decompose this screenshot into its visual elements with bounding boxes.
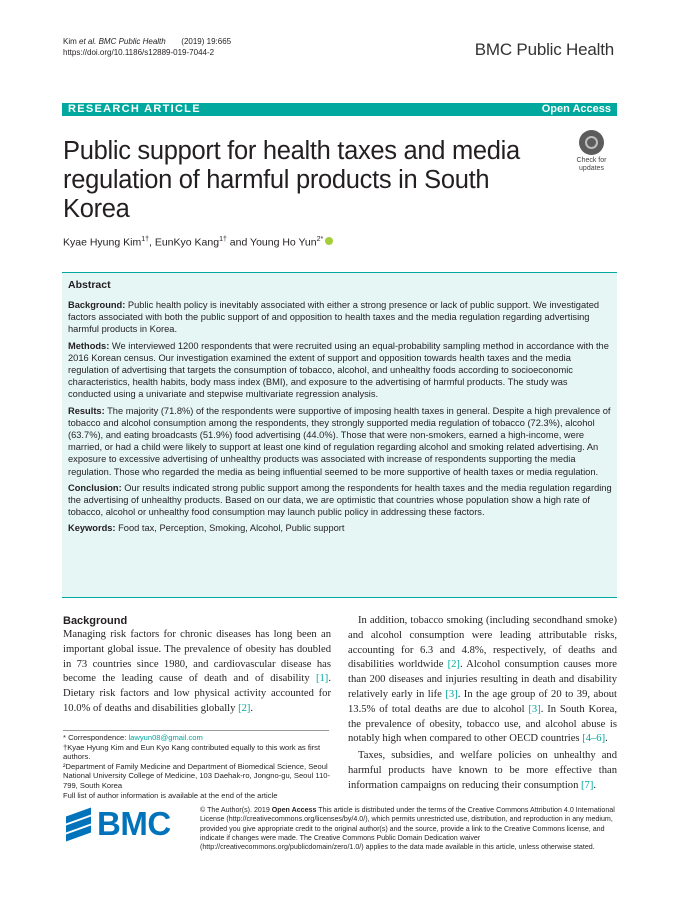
copyright-text: © The Author(s). 2019	[200, 806, 272, 814]
doi-link[interactable]: https://doi.org/10.1186/s12889-019-7044-2	[63, 48, 215, 57]
author-name[interactable]: EunKyo Kang	[154, 236, 220, 249]
equal-contribution-note: †Kyae Hyung Kim and Eun Kyo Kang contributed equally to this work as first authors.	[63, 742, 321, 762]
section-heading: Background	[63, 615, 128, 627]
article-title: Public support for health taxes and media regulation of harmful products in South Korea	[63, 137, 520, 223]
abstract-methods	[68, 340, 612, 401]
abstract-methods-text: We interviewed 1200 respondents that were recruited using an equal-probability sampling method in accordance with the 2016 Korean census. Our investigation examined the extent of support and opposition towards health taxes and the media regulation of advertising that targets the consumption of tobacco, alcohol, and unhealthy foods according to socioeconomic characteristics, health habits, body mass index (BMI), and exposure to the advertising of harmful products. The study was conducted using a univariate and stepwise multivariate regression analysis.	[68, 340, 609, 400]
author-affiliation-mark: 2*	[316, 236, 324, 243]
citation-year-volume: (2019) 19:665	[181, 37, 232, 46]
citation-link[interactable]: [3]	[528, 703, 541, 715]
badge-line-2: updates	[579, 165, 604, 172]
citation-authors: Kim	[63, 37, 77, 46]
abstract-results-text: The majority (71.8%) of the respondents were supportive of imposing health taxes in general. Despite a high prevalence of tobacco and alcohol consumption among the respondents, they strongly supported media regulation of tobacco (72.3%), alcohol (63.7%), and eating broadcasts (51.9%) food advertising (44.0%). Those that were non-smokers, earned a high-income, were married, or had a child were likely to support at least one kind of regulation regarding alcohol and smoking related advertising. An exposure to excessive advertising of unhealthy products was associated with increase of respondents supporting the media regulation. Those who regarded the media as being influential seemed to be more supportive of health taxes or media regulation.	[68, 405, 611, 477]
citation-header	[63, 36, 231, 58]
badge-line-1: Check for	[576, 157, 607, 164]
abstract-keywords-text: Food tax, Perception, Smoking, Alcohol, Public support	[115, 523, 345, 534]
abstract-conclusion-label: Conclusion:	[68, 482, 122, 493]
journal-name: BMC Public Health	[474, 40, 614, 59]
abstract-keywords	[68, 522, 612, 534]
author-list	[63, 236, 333, 249]
body-text: Taxes, subsidies, and welfare policies on unhealthy and harmful products have known to be more effective than information campaigns on reducing their consumption	[348, 750, 617, 791]
footnote-divider	[63, 730, 329, 731]
body-text: . In South Korea, the prevalence of obesity, tobacco use, and alcohol abuse is notably high when compared to other OECD countries	[348, 703, 617, 745]
body-column-right	[348, 614, 617, 794]
citation-link[interactable]: [1]	[315, 673, 329, 685]
abstract-conclusion-text: Our results indicated strong public support among the respondents for health taxes and the media regulation regarding the advertising of unhealthy products. Based on our data, we are optimistic that countries whose population show a high rate of tobacco, alcohol or unhealthy food consumption may launch public policy in addressing these factors.	[68, 482, 612, 518]
open-access-label-inline: Open Access	[271, 806, 317, 814]
check-updates-icon	[579, 130, 604, 155]
citation-link[interactable]: [2]	[238, 702, 251, 714]
correspondence-email-link[interactable]: lawyun08@gmail.com	[128, 733, 203, 742]
body-text: In addition, tobacco smoking (including secondhand smoke) and alcohol consumption were leading attributable risks, accounting for 6.3 and 4.8%, respectively, of deaths and disabilities worldwide	[348, 615, 617, 671]
body-text: Managing risk factors for chronic diseases has long been an important global issue. The prevalence of obesity has doubled in 73 countries since 1980, and cardiovascular disease has become the leading cause of death and of disability	[63, 629, 331, 685]
body-text: . Alcohol consumption causes more than 200 diseases and injuries resulting in death and disability relatively early in life	[348, 659, 617, 700]
citation-link[interactable]: [7]	[581, 779, 594, 791]
body-paragraph	[348, 749, 617, 793]
full-author-list-note: Full list of author information is available at the end of the article	[63, 790, 278, 800]
citation-etal: et al. BMC Public Health	[79, 37, 166, 46]
license-statement	[200, 806, 618, 852]
bmc-logo	[66, 806, 190, 842]
author-name[interactable]: Young Ho Yun	[250, 236, 317, 249]
citation-link[interactable]: [2]	[447, 659, 460, 671]
correspondence-label: * Correspondence:	[63, 733, 129, 742]
body-text: . In the age group of 20 to 39, about 13.5% of total deaths are due to alcohol	[348, 688, 617, 715]
body-text: .	[605, 733, 608, 745]
body-text: .	[250, 702, 254, 714]
open-access-label: Open Access	[541, 103, 611, 115]
article-type-banner	[62, 103, 617, 116]
author-name[interactable]: Kyae Hyung Kim	[63, 236, 142, 249]
bmc-logo-wordmark: BMC	[97, 805, 171, 842]
author-separator: ,	[149, 236, 155, 249]
abstract-conclusion	[68, 482, 612, 519]
abstract-methods-label: Methods:	[68, 340, 110, 351]
abstract-background	[68, 299, 612, 336]
author-affiliation-mark: 1†	[219, 236, 227, 243]
body-text: . Dietary risk factors and low physical activity accounted for 10.0% of deaths and disabilities globally	[63, 673, 331, 714]
body-paragraph	[348, 614, 617, 747]
abstract-box	[62, 272, 617, 598]
affiliation-note: ²Department of Family Medicine and Department of Biomedical Science, Seoul National University College of Medicine, 103 Daehak-ro, Jongno-gu, Seoul 110-799, South Korea	[63, 761, 331, 790]
abstract-results-label: Results:	[68, 405, 105, 416]
citation-link[interactable]: [3]	[445, 688, 458, 700]
footnotes	[63, 733, 333, 800]
bmc-logo-icon	[66, 812, 91, 837]
abstract-results	[68, 405, 612, 478]
abstract-background-label: Background:	[68, 300, 126, 310]
author-affiliation-mark: 1†	[141, 236, 149, 243]
body-column-left	[63, 614, 331, 717]
abstract-keywords-label: Keywords:	[68, 523, 116, 534]
abstract-background-text: Public health policy is inevitably associated with either a strong presence or lack of public support. We investigated factors associated with both the public support of and opposition to health taxes and the media regulation regarding advertising harmful products in Korea.	[68, 300, 600, 335]
check-for-updates-badge[interactable]	[568, 130, 615, 180]
correspondence-note	[63, 733, 333, 743]
citation-link[interactable]: [4–6]	[582, 733, 606, 745]
body-text: .	[593, 779, 597, 791]
author-separator: and	[226, 236, 251, 249]
license-text: This article is distributed under the terms of the Creative Commons Attribution 4.0 International License (http://creativecommons.org/licenses/by/4.0/), which permits unrestricted use, distribution, and reproduction in any medium, provided you give appropriate credit to the original author(s) and the source, provide a link to the Creative Commons license, and indicate if changes were made. The Creative Commons Public Domain Dedication waiver (http://creativecommons.org/publicdomain/zero/1.0/) applies to the data made available in this article, unless otherwise stated.	[200, 806, 615, 852]
abstract-heading: Abstract	[68, 279, 111, 291]
article-type-label: RESEARCH ARTICLE	[68, 103, 201, 115]
body-paragraph	[63, 628, 331, 717]
orcid-icon[interactable]	[325, 237, 333, 245]
